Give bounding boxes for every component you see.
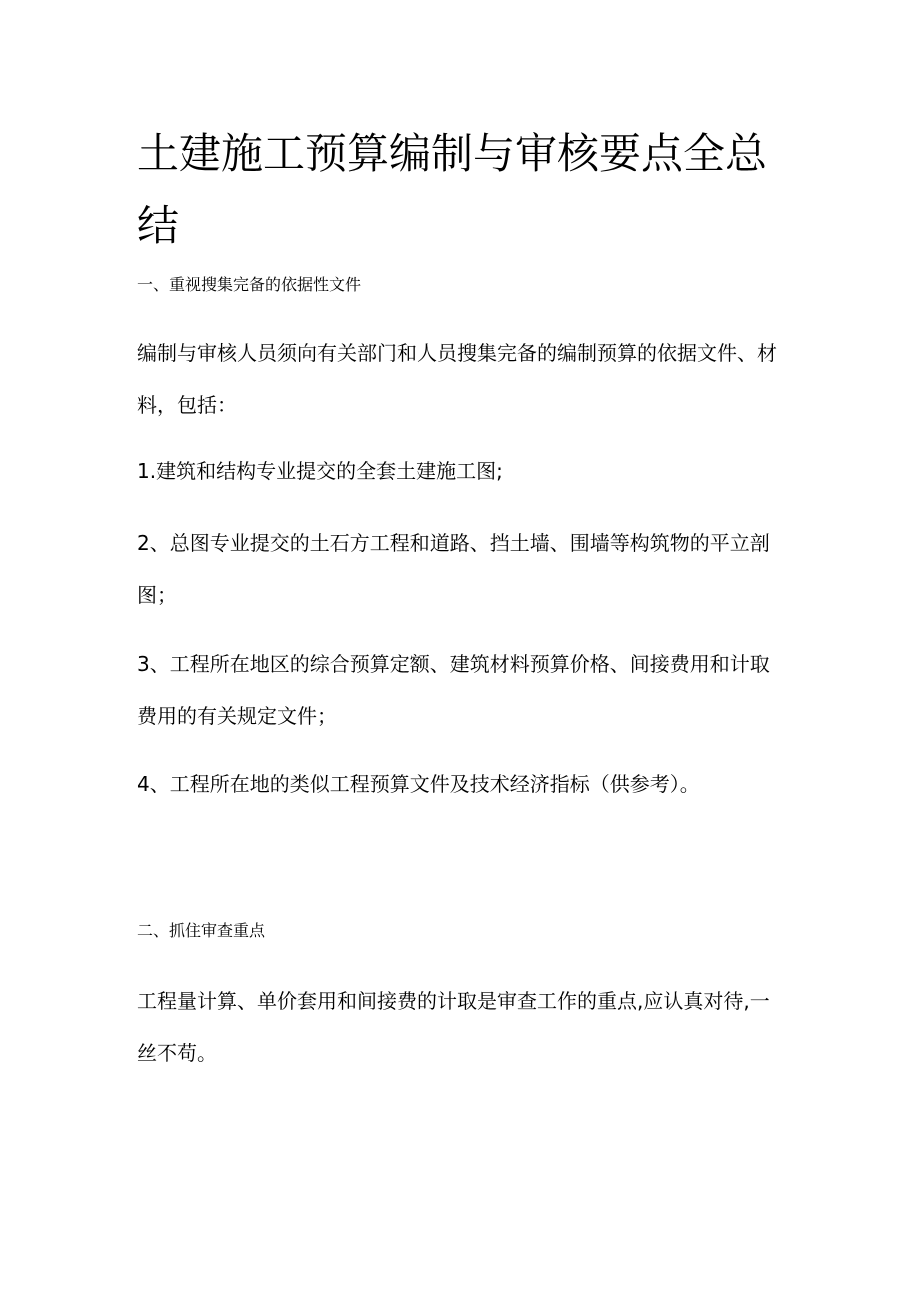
list-item: 2、总图专业提交的土石方工程和道路、挡土墙、围墙等构筑物的平立剖图； bbox=[137, 531, 770, 607]
section-heading: 二、抓住审查重点 bbox=[137, 921, 266, 940]
list-item: 3、工程所在地区的综合预算定额、建筑材料预算价格、间接费用和计取费用的有关规定文件； bbox=[137, 652, 770, 728]
list-item: 1.建筑和结构专业提交的全套土建施工图; bbox=[137, 459, 503, 483]
document-title: 土建施工预算编制与审核要点全总结 bbox=[137, 129, 768, 250]
paragraph: 工程量计算、单价套用和间接费的计取是审查工作的重点,应认真对待,一丝不苟。 bbox=[137, 989, 770, 1065]
section-heading: 一、重视搜集完备的依据性文件 bbox=[137, 275, 362, 294]
list-item: 4、工程所在地的类似工程预算文件及技术经济指标（供参考）。 bbox=[137, 772, 700, 796]
paragraph: 编制与审核人员须向有关部门和人员搜集完备的编制预算的依据文件、材料，包括： bbox=[137, 341, 777, 417]
